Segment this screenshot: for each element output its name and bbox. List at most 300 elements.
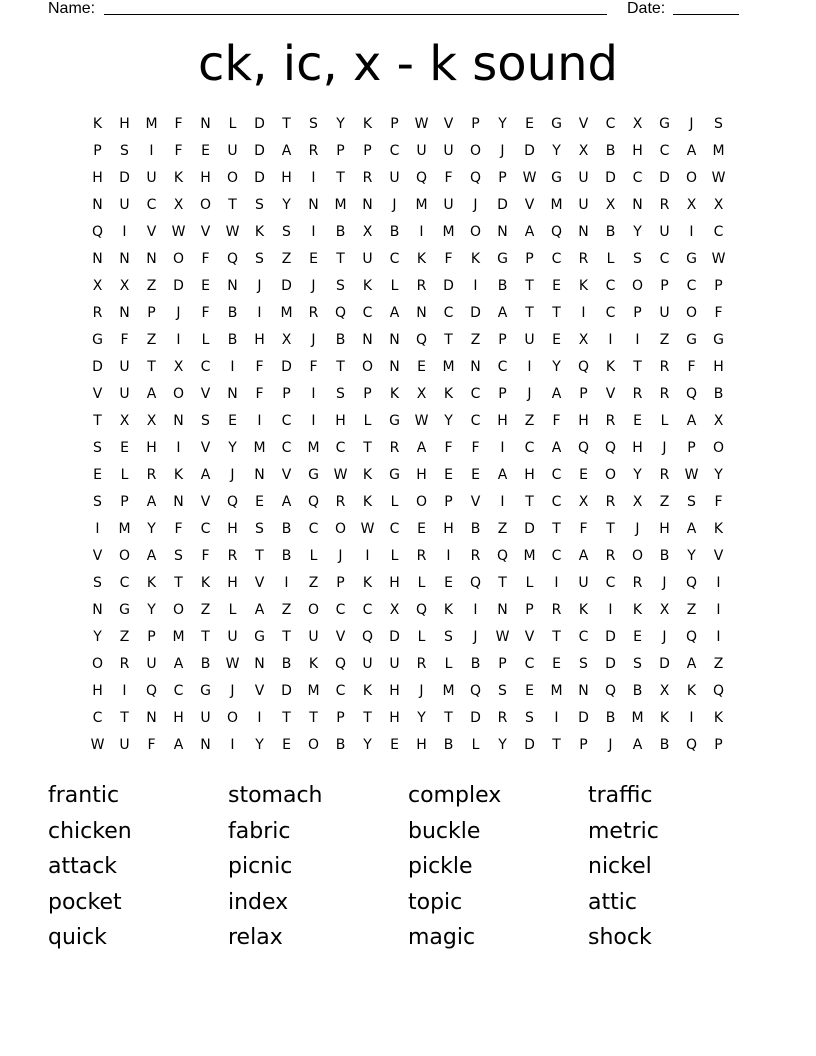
grid-letter[interactable]: L [417,629,426,645]
grid-letter[interactable]: Z [281,602,292,618]
grid-letter[interactable]: H [254,332,265,348]
grid-letter[interactable]: V [335,629,346,645]
grid-letter[interactable]: F [201,305,210,321]
grid-letter[interactable]: E [444,467,453,483]
grid-letter[interactable]: W [333,467,348,483]
grid-letter[interactable]: K [659,710,670,726]
grid-letter[interactable]: Q [712,683,725,699]
grid-letter[interactable]: F [471,440,480,456]
grid-letter[interactable]: V [281,467,292,483]
grid-letter[interactable]: M [253,440,266,456]
grid-letter[interactable]: A [146,548,157,564]
grid-letter[interactable]: Q [361,629,374,645]
grid-letter[interactable]: K [200,575,211,591]
grid-letter[interactable]: W [171,224,186,240]
grid-letter[interactable]: L [309,548,318,564]
grid-letter[interactable]: L [525,575,534,591]
grid-letter[interactable]: J [662,629,667,645]
grid-letter[interactable]: R [497,710,508,726]
grid-letter[interactable]: V [254,575,265,591]
grid-letter[interactable]: O [631,278,644,294]
grid-letter[interactable]: F [201,251,210,267]
grid-letter[interactable]: N [416,305,427,321]
grid-letter[interactable]: B [227,305,238,321]
grid-letter[interactable]: H [524,467,535,483]
grid-letter[interactable]: N [470,359,481,375]
grid-letter[interactable]: S [282,224,291,240]
grid-letter[interactable]: O [172,602,185,618]
grid-letter[interactable]: Z [659,332,670,348]
grid-letter[interactable]: E [525,116,534,132]
grid-letter[interactable]: C [92,710,103,726]
grid-letter[interactable]: I [122,683,127,699]
grid-letter[interactable]: A [686,521,697,537]
grid-letter[interactable]: S [255,251,264,267]
grid-letter[interactable]: N [92,251,103,267]
grid-letter[interactable]: H [200,170,211,186]
grid-letter[interactable]: K [578,278,589,294]
grid-letter[interactable]: Q [469,683,482,699]
grid-letter[interactable]: J [473,197,478,213]
grid-letter[interactable]: S [255,521,264,537]
grid-letter[interactable]: A [173,656,184,672]
grid-letter[interactable]: I [311,413,316,429]
grid-letter[interactable]: L [444,656,453,672]
grid-letter[interactable]: X [632,116,643,132]
grid-letter[interactable]: K [254,224,265,240]
grid-letter[interactable]: I [608,602,613,618]
grid-letter[interactable]: R [146,467,157,483]
grid-letter[interactable]: U [578,170,589,186]
grid-letter[interactable]: I [473,602,478,618]
grid-letter[interactable]: Y [147,521,156,537]
grid-letter[interactable]: G [119,602,130,618]
grid-letter[interactable]: G [551,116,562,132]
grid-letter[interactable]: S [174,548,183,564]
grid-letter[interactable]: E [201,278,210,294]
grid-letter[interactable]: R [362,170,373,186]
grid-letter[interactable]: F [444,440,453,456]
grid-letter[interactable]: Y [363,737,372,753]
grid-letter[interactable]: M [307,683,320,699]
grid-letter[interactable]: Y [282,197,291,213]
grid-letter[interactable]: S [687,494,696,510]
grid-letter[interactable]: C [335,440,346,456]
grid-letter[interactable]: Q [469,575,482,591]
grid-letter[interactable]: M [145,116,158,132]
grid-letter[interactable]: R [308,143,319,159]
grid-letter[interactable]: X [416,386,427,402]
grid-letter[interactable]: J [689,116,694,132]
grid-letter[interactable]: B [605,224,616,240]
grid-letter[interactable]: R [659,359,670,375]
grid-letter[interactable]: B [632,683,643,699]
grid-letter[interactable]: X [605,197,616,213]
grid-letter[interactable]: G [254,629,265,645]
grid-letter[interactable]: T [363,710,372,726]
grid-letter[interactable]: G [686,332,697,348]
grid-letter[interactable]: C [605,305,616,321]
grid-letter[interactable]: J [392,197,397,213]
grid-letter[interactable]: J [311,278,316,294]
grid-letter[interactable]: R [389,440,400,456]
grid-letter[interactable]: T [444,332,453,348]
grid-letter[interactable]: U [308,629,319,645]
grid-letter[interactable]: B [335,224,346,240]
grid-letter[interactable]: Z [200,602,211,618]
grid-letter[interactable]: K [308,656,319,672]
grid-letter[interactable]: F [147,737,156,753]
grid-letter[interactable]: L [606,251,615,267]
grid-letter[interactable]: S [120,143,129,159]
grid-letter[interactable]: P [363,143,372,159]
grid-letter[interactable]: D [281,359,292,375]
grid-letter[interactable]: K [713,521,724,537]
grid-letter[interactable]: J [176,305,181,321]
grid-letter[interactable]: C [605,116,616,132]
grid-letter[interactable]: X [173,359,184,375]
grid-letter[interactable]: O [226,170,239,186]
grid-letter[interactable]: F [687,359,696,375]
grid-letter[interactable]: J [338,548,343,564]
grid-letter[interactable]: H [173,710,184,726]
grid-letter[interactable]: P [714,737,723,753]
grid-letter[interactable]: Y [93,629,102,645]
grid-letter[interactable]: F [255,386,264,402]
grid-letter[interactable]: P [525,251,534,267]
grid-letter[interactable]: Z [497,521,508,537]
grid-letter[interactable]: I [311,170,316,186]
grid-letter[interactable]: H [335,413,346,429]
grid-letter[interactable]: B [281,521,292,537]
grid-letter[interactable]: K [443,602,454,618]
grid-letter[interactable]: J [311,332,316,348]
grid-letter[interactable]: J [257,278,262,294]
grid-letter[interactable]: Q [685,629,698,645]
grid-letter[interactable]: B [470,656,481,672]
grid-letter[interactable]: C [200,359,211,375]
grid-letter[interactable]: H [443,521,454,537]
grid-letter[interactable]: S [444,629,453,645]
grid-letter[interactable]: E [417,521,426,537]
grid-letter[interactable]: F [444,170,453,186]
grid-letter[interactable]: X [362,224,373,240]
grid-letter[interactable]: X [578,143,589,159]
grid-letter[interactable]: I [176,332,181,348]
grid-letter[interactable]: H [119,116,130,132]
grid-letter[interactable]: I [365,548,370,564]
grid-letter[interactable]: V [200,494,211,510]
grid-letter[interactable]: B [281,656,292,672]
grid-letter[interactable]: N [146,710,157,726]
grid-letter[interactable]: B [335,332,346,348]
grid-letter[interactable]: C [470,386,481,402]
grid-letter[interactable]: T [552,629,561,645]
grid-letter[interactable]: I [230,359,235,375]
grid-letter[interactable]: N [173,413,184,429]
grid-letter[interactable]: H [497,413,508,429]
grid-letter[interactable]: N [362,332,373,348]
grid-letter[interactable]: N [254,656,265,672]
grid-letter[interactable]: S [93,440,102,456]
grid-letter[interactable]: C [632,170,643,186]
grid-letter[interactable]: Z [308,575,319,591]
grid-letter[interactable]: S [201,413,210,429]
grid-letter[interactable]: D [659,170,670,186]
grid-letter[interactable]: L [201,332,210,348]
grid-letter[interactable]: T [228,197,237,213]
grid-letter[interactable]: K [362,575,373,591]
grid-letter[interactable]: N [200,116,211,132]
grid-letter[interactable]: M [712,143,725,159]
grid-letter[interactable]: I [149,143,154,159]
grid-letter[interactable]: N [308,197,319,213]
grid-letter[interactable]: A [254,602,265,618]
grid-letter[interactable]: P [660,278,669,294]
grid-letter[interactable]: F [714,494,723,510]
grid-letter[interactable]: P [282,386,291,402]
grid-letter[interactable]: M [550,683,563,699]
grid-letter[interactable]: Q [226,494,239,510]
grid-letter[interactable]: I [419,224,424,240]
grid-letter[interactable]: S [336,278,345,294]
grid-letter[interactable]: X [578,494,589,510]
grid-letter[interactable]: C [524,656,535,672]
grid-letter[interactable]: Y [552,143,561,159]
grid-letter[interactable]: A [551,440,562,456]
grid-letter[interactable]: K [416,251,427,267]
grid-letter[interactable]: U [659,224,670,240]
grid-letter[interactable]: J [230,467,235,483]
grid-letter[interactable]: T [552,521,561,537]
grid-letter[interactable]: U [119,359,130,375]
grid-letter[interactable]: P [579,386,588,402]
grid-letter[interactable]: D [497,197,508,213]
grid-letter[interactable]: C [524,440,535,456]
grid-letter[interactable]: T [525,305,534,321]
grid-letter[interactable]: F [201,548,210,564]
grid-letter[interactable]: D [254,170,265,186]
grid-letter[interactable]: V [605,386,616,402]
grid-letter[interactable]: A [146,494,157,510]
grid-letter[interactable]: O [631,548,644,564]
grid-letter[interactable]: O [415,494,428,510]
grid-letter[interactable]: F [174,143,183,159]
grid-letter[interactable]: T [336,170,345,186]
grid-letter[interactable]: C [578,629,589,645]
grid-letter[interactable]: I [635,332,640,348]
grid-letter[interactable]: A [686,656,697,672]
grid-letter[interactable]: N [632,197,643,213]
grid-letter[interactable]: R [659,467,670,483]
grid-letter[interactable]: Q [91,224,104,240]
grid-letter[interactable]: E [417,359,426,375]
grid-letter[interactable]: Y [147,602,156,618]
grid-letter[interactable]: U [227,143,238,159]
grid-letter[interactable]: D [254,143,265,159]
grid-letter[interactable]: U [227,629,238,645]
grid-letter[interactable]: P [336,143,345,159]
grid-letter[interactable]: F [444,251,453,267]
grid-letter[interactable]: Q [469,170,482,186]
grid-letter[interactable]: U [524,332,535,348]
grid-letter[interactable]: R [119,656,130,672]
grid-letter[interactable]: L [120,467,129,483]
grid-letter[interactable]: D [254,116,265,132]
grid-letter[interactable]: V [92,386,103,402]
grid-letter[interactable]: X [659,602,670,618]
grid-letter[interactable]: P [336,575,345,591]
grid-letter[interactable]: A [497,305,508,321]
grid-letter[interactable]: W [711,170,726,186]
grid-letter[interactable]: M [415,197,428,213]
grid-letter[interactable]: C [551,467,562,483]
grid-letter[interactable]: K [362,116,373,132]
grid-letter[interactable]: P [498,170,507,186]
grid-letter[interactable]: C [389,521,400,537]
grid-letter[interactable]: P [120,494,129,510]
grid-letter[interactable]: E [93,467,102,483]
grid-letter[interactable]: I [95,521,100,537]
grid-letter[interactable]: J [527,386,532,402]
grid-letter[interactable]: O [307,737,320,753]
grid-letter[interactable]: D [578,710,589,726]
grid-letter[interactable]: B [281,548,292,564]
grid-letter[interactable]: H [92,683,103,699]
grid-letter[interactable]: V [200,440,211,456]
grid-letter[interactable]: V [200,386,211,402]
grid-letter[interactable]: O [334,521,347,537]
grid-letter[interactable]: B [659,737,670,753]
grid-letter[interactable]: Y [444,413,453,429]
grid-letter[interactable]: Q [334,305,347,321]
grid-letter[interactable]: C [551,251,562,267]
grid-letter[interactable]: W [90,737,105,753]
grid-letter[interactable]: K [713,710,724,726]
grid-letter[interactable]: L [660,413,669,429]
grid-letter[interactable]: N [578,224,589,240]
grid-letter[interactable]: Z [146,332,157,348]
grid-letter[interactable]: C [119,575,130,591]
grid-letter[interactable]: D [281,278,292,294]
grid-letter[interactable]: D [389,629,400,645]
grid-letter[interactable]: V [92,548,103,564]
grid-letter[interactable]: C [470,413,481,429]
grid-letter[interactable]: P [579,737,588,753]
grid-letter[interactable]: A [578,548,589,564]
grid-letter[interactable]: F [120,332,129,348]
grid-letter[interactable]: R [605,548,616,564]
grid-letter[interactable]: T [282,116,291,132]
grid-letter[interactable]: N [92,602,103,618]
grid-letter[interactable]: D [470,710,481,726]
grid-letter[interactable]: I [257,413,262,429]
grid-letter[interactable]: L [471,737,480,753]
grid-letter[interactable]: D [605,170,616,186]
grid-letter[interactable]: O [469,224,482,240]
grid-letter[interactable]: D [659,656,670,672]
grid-letter[interactable]: C [443,305,454,321]
grid-letter[interactable]: C [281,440,292,456]
grid-letter[interactable]: T [363,440,372,456]
grid-letter[interactable]: O [361,359,374,375]
grid-letter[interactable]: D [605,629,616,645]
grid-letter[interactable]: N [146,251,157,267]
grid-letter[interactable]: E [444,575,453,591]
grid-letter[interactable]: N [119,251,130,267]
grid-letter[interactable]: K [443,386,454,402]
grid-letter[interactable]: F [309,359,318,375]
grid-letter[interactable]: M [550,197,563,213]
grid-letter[interactable]: D [119,170,130,186]
grid-letter[interactable]: U [443,143,454,159]
grid-letter[interactable]: E [552,278,561,294]
grid-letter[interactable]: T [255,548,264,564]
grid-letter[interactable]: Q [604,440,617,456]
grid-letter[interactable]: C [362,305,373,321]
grid-letter[interactable]: P [498,386,507,402]
grid-letter[interactable]: X [713,413,724,429]
grid-letter[interactable]: B [713,386,724,402]
grid-letter[interactable]: V [254,683,265,699]
grid-letter[interactable]: I [446,548,451,564]
grid-letter[interactable]: Z [281,251,292,267]
grid-letter[interactable]: U [443,197,454,213]
grid-letter[interactable]: F [174,521,183,537]
grid-letter[interactable]: P [336,710,345,726]
grid-letter[interactable]: P [147,305,156,321]
grid-letter[interactable]: I [311,224,316,240]
grid-letter[interactable]: W [414,413,429,429]
grid-letter[interactable]: Z [659,494,670,510]
grid-letter[interactable]: N [227,386,238,402]
grid-letter[interactable]: X [389,602,400,618]
grid-letter[interactable]: G [713,332,724,348]
grid-letter[interactable]: K [362,494,373,510]
grid-letter[interactable]: Z [686,602,697,618]
grid-letter[interactable]: F [552,413,561,429]
grid-letter[interactable]: G [497,251,508,267]
grid-letter[interactable]: T [336,251,345,267]
grid-letter[interactable]: H [416,737,427,753]
grid-letter[interactable]: E [633,629,642,645]
grid-letter[interactable]: T [525,494,534,510]
grid-letter[interactable]: Q [415,170,428,186]
grid-letter[interactable]: N [362,197,373,213]
grid-letter[interactable]: S [93,575,102,591]
grid-letter[interactable]: J [473,629,478,645]
grid-letter[interactable]: I [257,710,262,726]
grid-letter[interactable]: C [686,278,697,294]
grid-letter[interactable]: Q [226,251,239,267]
grid-letter[interactable]: R [632,386,643,402]
grid-letter[interactable]: O [712,440,725,456]
grid-letter[interactable]: J [419,683,424,699]
grid-letter[interactable]: I [554,575,559,591]
grid-letter[interactable]: K [686,683,697,699]
grid-letter[interactable]: D [524,737,535,753]
grid-letter[interactable]: I [689,710,694,726]
grid-letter[interactable]: W [414,116,429,132]
grid-letter[interactable]: A [281,143,292,159]
grid-letter[interactable]: E [309,251,318,267]
grid-letter[interactable]: X [659,683,670,699]
grid-letter[interactable]: L [390,278,399,294]
grid-letter[interactable]: M [442,359,455,375]
grid-letter[interactable]: N [173,494,184,510]
grid-letter[interactable]: Y [714,467,723,483]
grid-letter[interactable]: D [524,143,535,159]
